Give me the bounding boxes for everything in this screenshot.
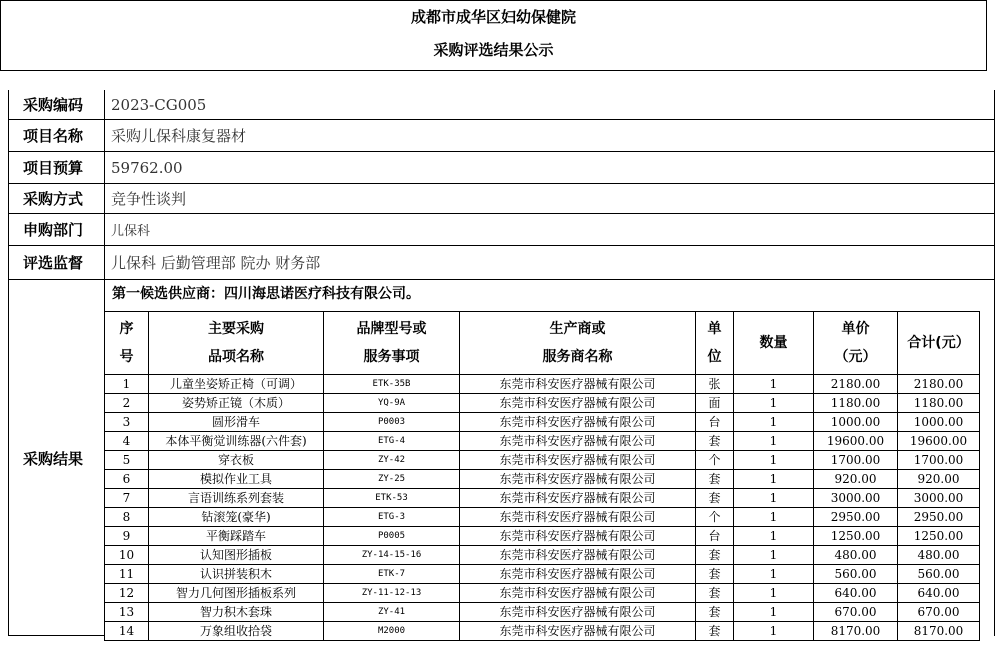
model-cell: ZY-11-12-13: [324, 584, 460, 603]
unit-price-cell: 560.00: [814, 565, 898, 584]
total-cell: 560.00: [898, 565, 980, 584]
seq-cell: 2: [105, 394, 149, 413]
item-name-cell: 平衡踩踏车: [149, 527, 324, 546]
item-name-cell: 儿童坐姿矫正椅（可调）: [149, 375, 324, 394]
quantity-cell: 1: [734, 451, 814, 470]
org-name: 成都市成华区妇幼保健院: [410, 8, 576, 26]
field-label: 评选监督: [9, 246, 105, 279]
item-name-cell: 认知图形插板: [149, 546, 324, 565]
field-row: [8, 246, 995, 280]
unit-cell: 张: [696, 375, 734, 394]
column-header: [696, 312, 734, 375]
item-name-cell: 模拟作业工具: [149, 470, 324, 489]
unit-cell: 台: [696, 527, 734, 546]
seq-cell: 6: [105, 470, 149, 489]
field-value: 儿保科 后勤管理部 院办 财务部: [111, 254, 321, 272]
unit-price-cell: 920.00: [814, 470, 898, 489]
field-value: 采购儿保科康复器材: [111, 127, 247, 145]
field-row: [8, 152, 995, 184]
total-cell: 8170.00: [898, 622, 980, 641]
quantity-cell: 1: [734, 413, 814, 432]
model-cell: ETK-7: [324, 565, 460, 584]
result-label: 采购结果: [9, 280, 105, 636]
unit-cell: 套: [696, 470, 734, 489]
field-label: 采购方式: [9, 184, 105, 213]
table-row: [105, 508, 980, 527]
manufacturer-cell: 东莞市科安医疗器械有限公司: [460, 527, 696, 546]
column-header: [460, 312, 696, 375]
column-header: [149, 312, 324, 375]
unit-price-cell: 1700.00: [814, 451, 898, 470]
quantity-cell: 1: [734, 603, 814, 622]
column-header-line: 号: [119, 349, 134, 365]
unit-price-cell: 2950.00: [814, 508, 898, 527]
column-header-line: 品牌型号或: [356, 321, 427, 337]
field-row: [8, 214, 995, 246]
seq-cell: 14: [105, 622, 149, 641]
quantity-cell: 1: [734, 622, 814, 641]
total-cell: 19600.00: [898, 432, 980, 451]
field-row: [8, 90, 995, 120]
unit-price-cell: 19600.00: [814, 432, 898, 451]
quantity-cell: 1: [734, 546, 814, 565]
seq-cell: 11: [105, 565, 149, 584]
table-row: [105, 470, 980, 489]
item-name-cell: 本体平衡觉训练器(六件套): [149, 432, 324, 451]
unit-price-cell: 1000.00: [814, 413, 898, 432]
table-row: [105, 489, 980, 508]
manufacturer-cell: 东莞市科安医疗器械有限公司: [460, 451, 696, 470]
table-row: [105, 603, 980, 622]
model-cell: ETG-3: [324, 508, 460, 527]
quantity-cell: 1: [734, 470, 814, 489]
table-row: [105, 565, 980, 584]
column-header-line: 序: [119, 321, 134, 337]
model-cell: ZY-42: [324, 451, 460, 470]
quantity-cell: 1: [734, 489, 814, 508]
manufacturer-cell: 东莞市科安医疗器械有限公司: [460, 375, 696, 394]
column-header: [324, 312, 460, 375]
field-label: 申购部门: [9, 214, 105, 245]
manufacturer-cell: 东莞市科安医疗器械有限公司: [460, 603, 696, 622]
manufacturer-cell: 东莞市科安医疗器械有限公司: [460, 470, 696, 489]
quantity-cell: 1: [734, 432, 814, 451]
column-header: [814, 312, 898, 375]
field-label: 采购编码: [9, 90, 105, 119]
table-row: [105, 432, 980, 451]
total-cell: 2180.00: [898, 375, 980, 394]
unit-price-cell: 1180.00: [814, 394, 898, 413]
document-title: 采购评选结果公示: [433, 41, 554, 59]
seq-cell: 13: [105, 603, 149, 622]
model-cell: P0005: [324, 527, 460, 546]
table-row: [105, 394, 980, 413]
unit-cell: 套: [696, 622, 734, 641]
item-name-cell: 万象组收拾袋: [149, 622, 324, 641]
document-header: [0, 0, 987, 71]
column-header-line: 数量: [759, 335, 788, 351]
unit-price-cell: 670.00: [814, 603, 898, 622]
model-cell: ZY-25: [324, 470, 460, 489]
manufacturer-cell: 东莞市科安医疗器械有限公司: [460, 394, 696, 413]
item-name-cell: 穿衣板: [149, 451, 324, 470]
table-row: [105, 413, 980, 432]
unit-cell: 台: [696, 413, 734, 432]
seq-cell: 10: [105, 546, 149, 565]
item-name-cell: 言语训练系列套装: [149, 489, 324, 508]
quantity-cell: 1: [734, 527, 814, 546]
column-header-line: 服务商名称: [542, 349, 613, 365]
seq-cell: 4: [105, 432, 149, 451]
total-cell: 1250.00: [898, 527, 980, 546]
unit-cell: 套: [696, 546, 734, 565]
unit-cell: 套: [696, 603, 734, 622]
item-name-cell: 智力几何图形插板系列: [149, 584, 324, 603]
field-value: 2023-CG005: [111, 95, 207, 114]
table-row: [105, 451, 980, 470]
manufacturer-cell: 东莞市科安医疗器械有限公司: [460, 584, 696, 603]
seq-cell: 8: [105, 508, 149, 527]
model-cell: ETG-4: [324, 432, 460, 451]
total-cell: 3000.00: [898, 489, 980, 508]
column-header-line: 单价: [841, 321, 870, 337]
unit-cell: 套: [696, 584, 734, 603]
field-label: 项目名称: [9, 120, 105, 151]
unit-price-cell: 480.00: [814, 546, 898, 565]
unit-cell: 套: [696, 489, 734, 508]
table-row: [105, 584, 980, 603]
quantity-cell: 1: [734, 394, 814, 413]
model-cell: ETK-53: [324, 489, 460, 508]
manufacturer-cell: 东莞市科安医疗器械有限公司: [460, 546, 696, 565]
field-row: [8, 120, 995, 152]
unit-price-cell: 1250.00: [814, 527, 898, 546]
unit-cell: 套: [696, 432, 734, 451]
column-header: [734, 312, 814, 375]
model-cell: ETK-35B: [324, 375, 460, 394]
total-cell: 2950.00: [898, 508, 980, 527]
item-name-cell: 姿势矫正镜（木质）: [149, 394, 324, 413]
quantity-cell: 1: [734, 565, 814, 584]
column-header-line: 生产商或: [549, 321, 606, 337]
page-break-line: [8, 635, 104, 636]
manufacturer-cell: 东莞市科安医疗器械有限公司: [460, 413, 696, 432]
total-cell: 480.00: [898, 546, 980, 565]
unit-cell: 套: [696, 565, 734, 584]
items-table: [104, 311, 980, 641]
unit-cell: 个: [696, 451, 734, 470]
seq-cell: 9: [105, 527, 149, 546]
column-header-line: 合计(元）: [907, 335, 970, 351]
item-name-cell: 钻滚笼(豪华): [149, 508, 324, 527]
item-name-cell: 圆形滑车: [149, 413, 324, 432]
table-row: [105, 375, 980, 394]
model-cell: M2000: [324, 622, 460, 641]
seq-cell: 3: [105, 413, 149, 432]
quantity-cell: 1: [734, 584, 814, 603]
table-row: [105, 527, 980, 546]
unit-cell: 个: [696, 508, 734, 527]
manufacturer-cell: 东莞市科安医疗器械有限公司: [460, 489, 696, 508]
model-cell: ZY-14-15-16: [324, 546, 460, 565]
column-header-line: （元）: [834, 349, 877, 365]
item-name-cell: 智力积木套珠: [149, 603, 324, 622]
column-header-line: 品项名称: [208, 349, 264, 365]
model-cell: ZY-41: [324, 603, 460, 622]
table-row: [105, 622, 980, 641]
manufacturer-cell: 东莞市科安医疗器械有限公司: [460, 432, 696, 451]
field-label: 项目预算: [9, 152, 105, 183]
model-cell: YQ-9A: [324, 394, 460, 413]
column-header: [898, 312, 980, 375]
unit-price-cell: 2180.00: [814, 375, 898, 394]
total-cell: 640.00: [898, 584, 980, 603]
manufacturer-cell: 东莞市科安医疗器械有限公司: [460, 565, 696, 584]
field-row: [8, 184, 995, 214]
seq-cell: 12: [105, 584, 149, 603]
field-value: 儿保科: [111, 224, 151, 239]
total-cell: 920.00: [898, 470, 980, 489]
quantity-cell: 1: [734, 508, 814, 527]
total-cell: 670.00: [898, 603, 980, 622]
column-header-line: 服务事项: [363, 349, 420, 365]
model-cell: P0003: [324, 413, 460, 432]
column-header-line: 主要采购: [208, 321, 264, 337]
seq-cell: 7: [105, 489, 149, 508]
unit-price-cell: 3000.00: [814, 489, 898, 508]
total-cell: 1180.00: [898, 394, 980, 413]
column-header-line: 单: [707, 321, 722, 337]
total-cell: 1000.00: [898, 413, 980, 432]
seq-cell: 1: [105, 375, 149, 394]
unit-cell: 面: [696, 394, 734, 413]
unit-price-cell: 640.00: [814, 584, 898, 603]
column-header: [105, 312, 149, 375]
total-cell: 1700.00: [898, 451, 980, 470]
manufacturer-cell: 东莞市科安医疗器械有限公司: [460, 622, 696, 641]
manufacturer-cell: 东莞市科安医疗器械有限公司: [460, 508, 696, 527]
table-row: [105, 546, 980, 565]
column-header-line: 位: [707, 349, 722, 365]
item-name-cell: 认识拼装积木: [149, 565, 324, 584]
supplier-line: 第一候选供应商：四川海思诺医疗科技有限公司。: [112, 286, 420, 302]
field-value: 竞争性谈判: [111, 190, 187, 208]
seq-cell: 5: [105, 451, 149, 470]
field-value: 59762.00: [111, 158, 183, 177]
quantity-cell: 1: [734, 375, 814, 394]
unit-price-cell: 8170.00: [814, 622, 898, 641]
